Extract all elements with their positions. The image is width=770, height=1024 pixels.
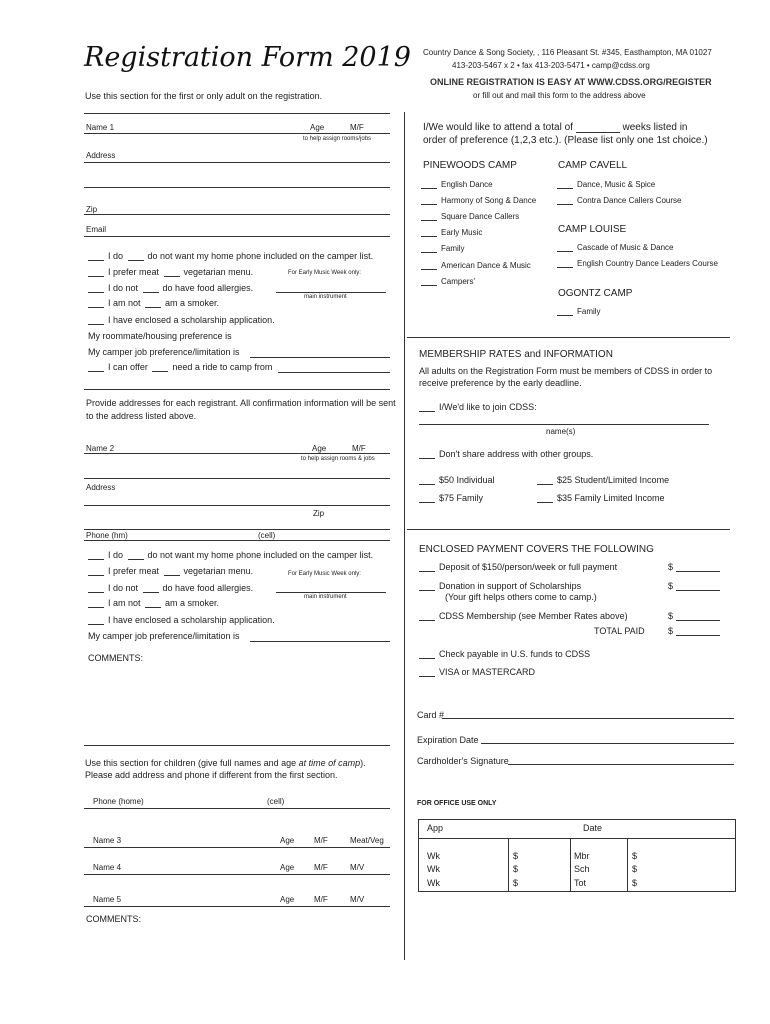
child5-field[interactable]	[84, 906, 390, 907]
pinewoods-title: PINEWOODS CAMP	[423, 160, 517, 171]
office-mbr-label: Mbr	[574, 851, 590, 861]
office-dollar: $	[513, 851, 519, 861]
children-rule	[84, 745, 390, 746]
meal-pref1[interactable]: I prefer meat vegetarian menu.	[88, 267, 253, 277]
zip1-label: Zip	[86, 205, 98, 214]
ride1[interactable]: I can offer need a ride to camp from	[88, 362, 272, 372]
card-number-field[interactable]	[442, 718, 734, 719]
signature-field[interactable]	[508, 764, 734, 765]
mf1-label: M/F	[350, 123, 364, 132]
office-col-divider	[570, 838, 571, 892]
children-phone-label: Phone (home)	[93, 797, 144, 806]
office-sch-label: Sch	[574, 864, 590, 874]
meal-pref2[interactable]: I prefer meat vegetarian menu.	[88, 566, 253, 576]
children-intro: Use this section for children (give full names and age at time of camp).	[85, 758, 366, 768]
job-pref2-label: My camper job preference/limitation is	[88, 631, 240, 641]
assign2-note: to help assign rooms & jobs	[301, 456, 375, 462]
phone-pref1[interactable]: I do do not want my home phone included on the camper list.	[88, 251, 373, 261]
pinewoods-item[interactable]: Early Music	[421, 227, 482, 237]
assign1-note: to help assign rooms/jobs	[303, 136, 372, 142]
payment-rule	[407, 529, 730, 530]
instrument2-label: main instrument	[304, 594, 347, 600]
child5-name-label: Name 5	[93, 895, 122, 904]
early-music1-label: For Early Music Week only:	[288, 270, 361, 276]
rate-student[interactable]: $25 Student/Limited Income	[537, 475, 669, 485]
office-row-divider	[418, 838, 736, 839]
phone-pref2[interactable]: I do do not want my home phone included on the camper list.	[88, 550, 373, 560]
children-phone-field[interactable]	[84, 808, 390, 809]
scholarship1[interactable]: I have enclosed a scholarship application.	[88, 315, 275, 325]
zip2-label: Zip	[313, 509, 325, 518]
total-amount[interactable]: $	[668, 626, 720, 636]
address1-label: Address	[86, 151, 116, 160]
email1-label: Email	[86, 225, 107, 234]
header-rule	[84, 113, 390, 114]
member-names-field[interactable]	[419, 424, 709, 425]
donation-note: (Your gift helps others come to camp.)	[445, 592, 597, 602]
name2-field[interactable]	[84, 453, 390, 454]
address2-top-line[interactable]	[84, 478, 390, 479]
office-col-divider	[508, 838, 509, 892]
membership-payment-item[interactable]: CDSS Membership (see Member Rates above)	[419, 611, 628, 621]
child3-mf-label: M/F	[314, 836, 328, 845]
dont-share[interactable]: Don't share address with other groups.	[419, 449, 593, 459]
job-pref1-field[interactable]	[250, 357, 390, 358]
children-comments-label: COMMENTS:	[86, 914, 141, 924]
member-names-label: name(s)	[546, 427, 576, 436]
adult2-intro: Provide addresses for each registrant. All confirmation information will be sent to the address listed above.	[86, 398, 396, 421]
instrument1-label: main instrument	[304, 294, 347, 300]
weeks-total: I/We would like to attend a total of weeks listed in	[423, 122, 688, 133]
ogontz-item[interactable]: Family	[557, 306, 601, 316]
expiration-field[interactable]	[481, 743, 734, 744]
office-app-label: App	[427, 823, 444, 833]
job-pref1-label: My camper job preference/limitation is	[88, 347, 240, 357]
instrument1-field[interactable]	[276, 292, 386, 293]
scholarship2[interactable]: I have enclosed a scholarship application.	[88, 615, 275, 625]
zip1-field[interactable]	[84, 214, 390, 215]
weeks-order-note: order of preference (1,2,3 etc.). (Please list only one 1st choice.)	[423, 135, 708, 146]
child4-mf-label: M/F	[314, 863, 328, 872]
pinewoods-item[interactable]: Square Dance Callers	[421, 211, 519, 221]
age1-label: Age	[310, 123, 325, 132]
donation-item[interactable]: Donation in support of Scholarships	[419, 581, 581, 591]
card-number-label: Card #	[417, 710, 445, 720]
office-title: FOR OFFICE USE ONLY	[417, 800, 497, 807]
signature-label: Cardholder's Signature	[417, 756, 509, 766]
office-col-divider	[627, 838, 628, 892]
child4-field[interactable]	[84, 874, 390, 875]
cavell-item[interactable]: Dance, Music & Spice	[557, 179, 655, 189]
name1-field[interactable]	[84, 133, 390, 134]
phone2-label: Phone (hm)	[86, 531, 128, 540]
rate-individual[interactable]: $50 Individual	[419, 475, 495, 485]
roommate1-label: My roommate/housing preference is	[88, 331, 232, 341]
office-wk-label: Wk	[427, 851, 440, 861]
smoker2[interactable]: I am not am a smoker.	[88, 598, 219, 608]
child5-age-label: Age	[280, 895, 295, 904]
ride1-field[interactable]	[278, 372, 390, 373]
office-dollar: $	[632, 864, 638, 874]
membership-note: All adults on the Registration Form must be members of CDSS in order to receive preference by the early deadline.	[419, 366, 713, 388]
ogontz-title: OGONTZ CAMP	[558, 288, 633, 299]
adult1-intro: Use this section for the first or only adult on the registration.	[85, 91, 323, 101]
rate-family[interactable]: $75 Family	[419, 493, 483, 503]
office-tot-label: Tot	[574, 878, 587, 888]
address2-field[interactable]	[84, 505, 390, 506]
cavell-title: CAMP CAVELL	[558, 160, 628, 171]
office-date-label: Date	[583, 823, 603, 833]
mail-note: or fill out and mail this form to the address above	[473, 91, 646, 100]
child3-meal-label: Meat/Veg	[350, 836, 384, 845]
comments2-label: COMMENTS:	[88, 653, 143, 663]
children-intro-2: Please add address and phone if different from the first section.	[85, 770, 338, 780]
instrument2-field[interactable]	[276, 592, 386, 593]
allergy2[interactable]: I do not do have food allergies.	[88, 583, 253, 593]
org-address: Country Dance & Song Society, , 116 Pleasant St. #345, Easthampton, MA 01027	[423, 48, 712, 57]
allergy1[interactable]: I do not do have food allergies.	[88, 283, 253, 293]
deposit-item[interactable]: Deposit of $150/person/week or full payment	[419, 562, 617, 572]
pinewoods-item[interactable]: Family	[421, 243, 465, 253]
smoker1[interactable]: I am not am a smoker.	[88, 298, 219, 308]
address1-line1[interactable]	[84, 162, 390, 163]
job-pref2-field[interactable]	[250, 641, 390, 642]
email1-field[interactable]	[84, 236, 390, 237]
child3-field[interactable]	[84, 847, 390, 848]
early-music2-label: For Early Music Week only:	[288, 571, 361, 577]
louise-title: CAMP LOUISE	[558, 224, 627, 235]
org-contact: 413-203-5467 x 2 • fax 413-203-5471 • camp@cdss.org	[452, 61, 650, 70]
phone2-field[interactable]	[84, 540, 390, 541]
mf2-label: M/F	[352, 444, 366, 453]
online-registration: ONLINE REGISTRATION IS EASY AT WWW.CDSS.ORG/REGISTER	[430, 77, 712, 87]
total-paid-label: TOTAL PAID	[594, 626, 645, 636]
pinewoods-item[interactable]: English Dance	[421, 179, 493, 189]
children-cell-label: (cell)	[267, 797, 285, 806]
office-wk-label: Wk	[427, 878, 440, 888]
child5-meal-label: M/V	[350, 895, 365, 904]
weeks-total-field[interactable]	[576, 123, 620, 133]
age2-label: Age	[312, 444, 327, 453]
office-dollar: $	[632, 851, 638, 861]
membership-rule	[407, 337, 730, 338]
name2-label: Name 2	[86, 444, 115, 453]
pinewoods-item[interactable]: Harmony of Song & Dance	[421, 195, 536, 205]
membership-amount[interactable]: $	[668, 611, 720, 621]
louise-item[interactable]: Cascade of Music & Dance	[557, 242, 674, 252]
cavell-item[interactable]: Contra Dance Callers Course	[557, 195, 682, 205]
rate-family-limited[interactable]: $35 Family Limited Income	[537, 493, 665, 503]
office-wk-label: Wk	[427, 864, 440, 874]
membership-title: MEMBERSHIP RATES and INFORMATION	[419, 349, 613, 360]
child4-name-label: Name 4	[93, 863, 122, 872]
child3-name-label: Name 3	[93, 836, 122, 845]
zip2-field[interactable]	[84, 529, 390, 530]
address1-line2[interactable]	[84, 187, 390, 188]
name1-label: Name 1	[86, 123, 115, 132]
office-dollar: $	[513, 878, 519, 888]
pinewoods-item[interactable]: Campers'	[421, 276, 475, 286]
child4-meal-label: M/V	[350, 863, 365, 872]
page-title: Registration Form 2019	[84, 42, 411, 73]
child4-age-label: Age	[280, 863, 295, 872]
payment-title: ENCLOSED PAYMENT COVERS THE FOLLOWING	[419, 544, 654, 555]
office-dollar: $	[632, 878, 638, 888]
donation-amount[interactable]: $	[668, 581, 720, 591]
office-dollar: $	[513, 864, 519, 874]
check-option[interactable]: Check payable in U.S. funds to CDSS	[419, 649, 590, 659]
deposit-amount[interactable]: $	[668, 562, 720, 572]
adult2-rule	[84, 389, 390, 390]
column-divider	[404, 112, 405, 960]
child3-age-label: Age	[280, 836, 295, 845]
cell2-label: (cell)	[258, 531, 276, 540]
card-option[interactable]: VISA or MASTERCARD	[419, 667, 535, 677]
pinewoods-item[interactable]: American Dance & Music	[421, 260, 531, 270]
address2-label: Address	[86, 483, 116, 492]
join-cdss[interactable]: I/We'd like to join CDSS:	[419, 402, 537, 412]
expiration-label: Expiration Date	[417, 735, 479, 745]
louise-item[interactable]: English Country Dance Leaders Course	[557, 258, 718, 268]
child5-mf-label: M/F	[314, 895, 328, 904]
